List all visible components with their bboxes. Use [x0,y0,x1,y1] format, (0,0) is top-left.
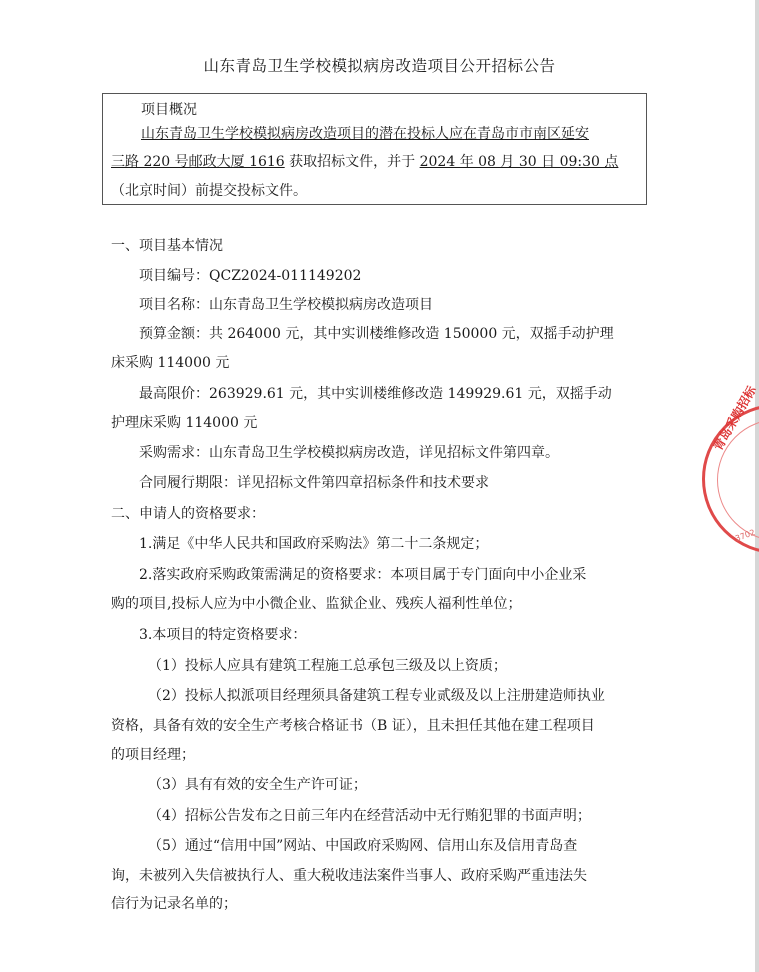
budget-line-2: 床采购 114000 元 [111,355,230,371]
overview-line-2 [111,151,618,171]
requirement-item: 3.本项目的特定资格要求： [139,627,307,643]
qualification-item-cont: 资格，具备有效的安全生产考核合格证书（B 证），且未担任其他在建工程项目 [111,718,595,734]
overview-line-3: （北京时间）前提交投标文件。 [111,183,307,199]
procurement-requirement: 采购需求：山东青岛卫生学校模拟病房改造，详见招标文件第四章。 [139,445,559,461]
qualification-item-cont: 信行为记录名单的； [111,896,237,912]
max-price-line-1: 最高限价：263929.61 元，其中实训楼维修改造 149929.61 元，双摇手动 [139,386,612,402]
section-heading: 一、项目基本情况 [111,238,223,254]
overview-heading: 项目概况 [141,102,197,118]
project-name: 项目名称：山东青岛卫生学校模拟病房改造项目 [139,297,433,313]
overview-line-1: 山东青岛卫生学校模拟病房改造项目的潜在投标人应在青岛市市南区延安 [141,126,589,142]
requirement-item-cont: 购的项目,投标人应为中小微企业、监狱企业、残疾人福利性单位； [111,596,522,612]
qualification-item: （5）通过“信用中国”网站、中国政府采购网、信用山东及信用青岛查 [148,838,578,854]
qualification-item-cont: 询，未被列入失信被执行人、重大税收违法案件当事人、政府采购严重违法失 [111,868,587,884]
qualification-item: （3）具有有效的安全生产许可证； [148,777,367,793]
document-title: 山东青岛卫生学校模拟病房改造项目公开招标公告 [203,57,556,75]
qualification-item-cont: 的项目经理； [111,747,195,763]
qualification-item: （4）招标公告发布之日前三年内在经营活动中无行贿犯罪的书面声明； [148,808,591,824]
requirement-item: 2.落实政府采购政策需满足的资格要求：本项目属于专门面向中小企业采 [139,567,587,583]
seal-text: 青岛采购招标 [710,383,759,453]
red-seal-stamp [702,383,759,554]
seal-number: 3702 [734,527,757,544]
overview-address: 三路 220 号邮政大厦 1616 [111,154,285,170]
requirement-item: 1.满足《中华人民共和国政府采购法》第二十二条规定； [139,536,489,552]
budget-line-1: 预算金额：共 264000 元，其中实训楼维修改造 150000 元，双摇手动护理 [139,326,614,342]
overview-deadline: 2024 年 08 月 30 日 09:30 点 [419,154,619,170]
section-heading: 二、申请人的资格要求： [111,506,265,522]
max-price-line-2: 护理床采购 114000 元 [111,415,258,431]
qualification-item: （1）投标人应具有建筑工程施工总承包三级及以上资质； [148,658,507,674]
project-number: 项目编号：QCZ2024-011149202 [139,268,362,284]
qualification-item: （2）投标人拟派项目经理须具备建筑工程专业贰级及以上注册建造师执业 [148,688,605,704]
overview-text: 获取招标文件，并于 [284,154,420,170]
project-overview-box [102,93,647,205]
contract-period: 合同履行期限：详见招标文件第四章招标条件和技术要求 [139,475,489,491]
